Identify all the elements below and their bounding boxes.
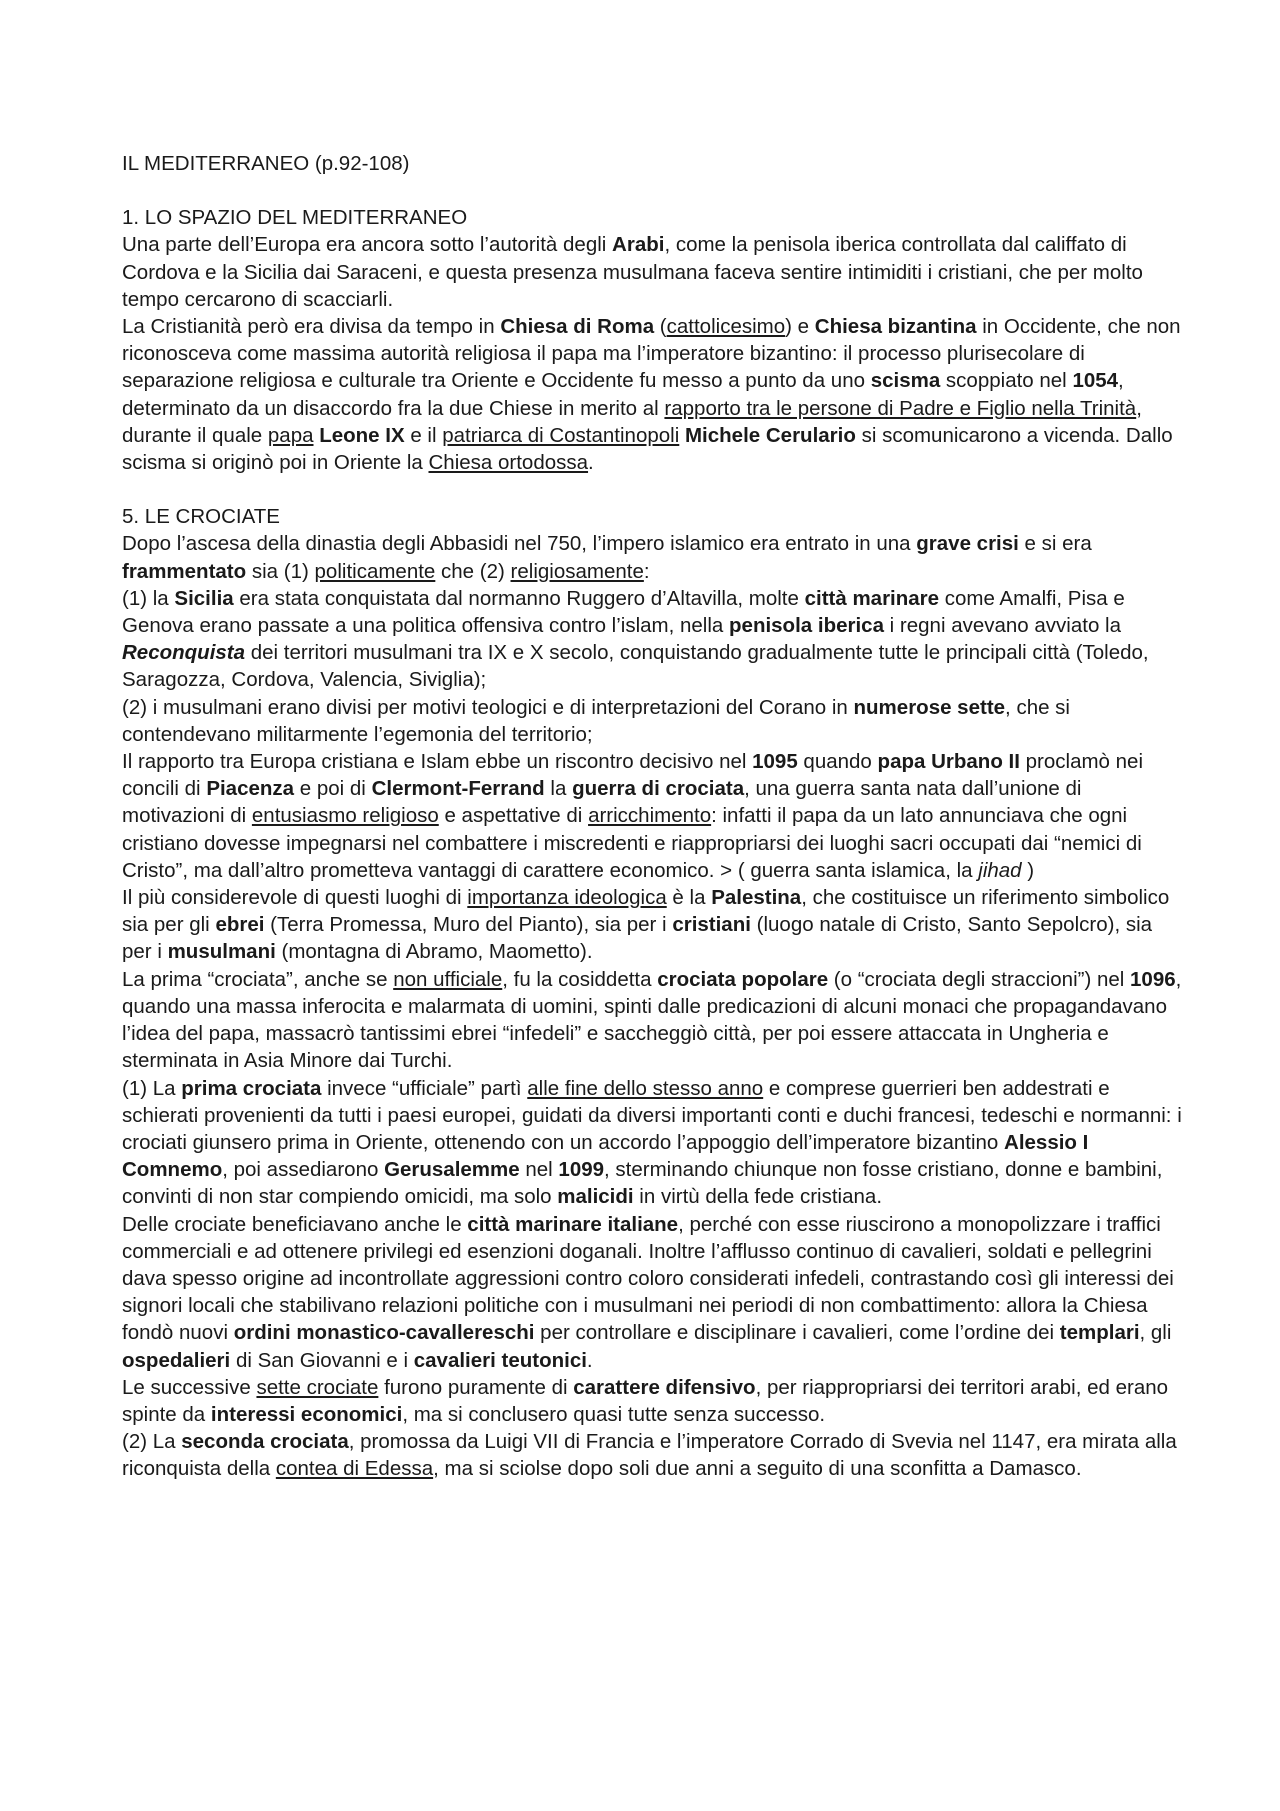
bold-term: templari — [1059, 1321, 1140, 1345]
paragraph: (1) La prima crociata invece “ufficiale” partì alle fine dello stesso anno e comprese guerrieri ben addestrati e schierati provenienti da tutti i paesi europei, guidati da diversi importanti conti e duchi francesi, tedeschi e normanni: i crociati giunsero prima in Oriente, ottenendo con un accordo l’appoggio dell’imperatore bizantino Alessio I Comnemo, poi assediarono Gerusalemme nel 1099, sterminando chiunque non fosse cristiano, donne e bambini, convinti di non star compiendo omicidi, ma solo malicidi in virtù della fede cristiana. — [122, 1076, 1182, 1209]
italic-term: jihad — [978, 858, 1022, 882]
underlined-term: importanza ideologica — [467, 886, 667, 910]
bold-term: scisma — [870, 369, 941, 393]
underlined-term: Chiesa ortodossa — [428, 451, 589, 475]
bold-term: crociata popolare — [657, 967, 829, 991]
underlined-term: cattolicesimo — [666, 315, 786, 339]
section-heading: 1. LO SPAZIO DEL MEDITERRANEO — [122, 206, 468, 230]
underlined-term: arricchimento — [588, 804, 712, 828]
bold-term: 1095 — [752, 750, 798, 774]
bold-term: ordini monastico-cavallereschi — [233, 1321, 535, 1345]
section-heading: 5. LE CROCIATE — [122, 505, 280, 529]
bold-term: città marinare — [804, 586, 940, 610]
bold-term: musulmani — [167, 940, 276, 964]
section-1 — [122, 204, 1182, 476]
bold-term: frammentato — [122, 559, 247, 583]
bold-term: Chiesa bizantina — [814, 315, 977, 339]
underlined-term: entusiasmo religioso — [251, 804, 439, 828]
bold-term: Reconquista — [122, 641, 246, 665]
bold-term: Gerusalemme — [384, 1158, 520, 1182]
bold-term: Michele Cerulario — [684, 423, 856, 447]
bold-term: città marinare italiane — [467, 1212, 679, 1236]
bold-term: Alessio I Comnemo — [122, 1130, 1089, 1182]
bold-term: ebrei — [215, 913, 265, 937]
document-title: IL MEDITERRANEO (p.92-108) — [122, 152, 410, 175]
document-page — [122, 150, 1182, 1510]
paragraph: (2) La seconda crociata, promossa da Luigi VII di Francia e l’imperatore Corrado di Svevia nel 1147, era mirata alla riconquista della contea di Edessa, ma si sciolse dopo soli due anni a seguito di una sconfitta a Damasco. — [122, 1430, 1177, 1481]
bold-term: cavalieri teutonici — [413, 1348, 587, 1372]
bold-term: prima crociata — [181, 1076, 322, 1100]
bold-term: numerose sette — [853, 695, 1006, 719]
underlined-term: contea di Edessa — [275, 1457, 434, 1481]
paragraph: Dopo l’ascesa della dinastia degli Abbasidi nel 750, l’impero islamico era entrato in una grave crisi e si era frammentato sia (1) politicamente che (2) religiosamente: — [122, 532, 1092, 583]
paragraph: (1) la Sicilia era stata conquistata dal normanno Ruggero d’Altavilla, molte città marinare come Amalfi, Pisa e Genova erano passate a una politica offensiva contro l’islam, nella penisola iberica i regni avevano avviato la Reconquista dei territori musulmani tra IX e X secolo, conquistando gradualmente tutte le principali città (Toledo, Saragozza, Cordova, Valencia, Siviglia); — [122, 586, 1149, 692]
bold-term: Clermont-Ferrand — [371, 777, 545, 801]
bold-term: cristiani — [672, 913, 751, 937]
bold-term: ospedalieri — [122, 1348, 231, 1372]
paragraph: (2) i musulmani erano divisi per motivi teologici e di interpretazioni del Corano in numerose sette, che si contendevano militarmente l’egemonia del territorio; — [122, 695, 1070, 746]
bold-term: papa Urbano II — [877, 750, 1020, 774]
bold-term: Arabi — [612, 233, 665, 257]
underlined-term: alle fine dello stesso anno — [527, 1076, 764, 1100]
underlined-term: religiosamente — [510, 559, 644, 583]
paragraph: La Cristianità però era divisa da tempo in Chiesa di Roma (cattolicesimo) e Chiesa bizantina in Occidente, che non riconosceva come massima autorità religiosa il papa ma l’imperatore bizantino: il processo plurisecolare di separazione religiosa e culturale tra Oriente e Occidente fu messo a punto da uno scisma scoppiato nel 1054, determinato da un disaccordo fra la due Chiese in merito al rapporto tra le persone di Padre e Figlio nella Trinità, durante il quale papa Leone IX e il patriarca di Costantinopoli Michele Cerulario si scomunicarono a vicenda. Dallo scisma si originò poi in Oriente la Chiesa ortodossa. — [122, 315, 1181, 475]
bold-term: 1096 — [1130, 967, 1176, 991]
bold-term: Chiesa di Roma — [500, 315, 655, 339]
bold-term: 1099 — [558, 1158, 605, 1182]
underlined-term: rapporto tra le persone di Padre e Figlio nella Trinità — [664, 396, 1137, 420]
section-2 — [122, 503, 1182, 1482]
bold-term: Leone IX — [319, 423, 405, 447]
bold-term: Palestina — [711, 886, 802, 910]
bold-term: seconda crociata — [181, 1430, 349, 1454]
bold-term: guerra di crociata — [572, 777, 745, 801]
bold-term: Piacenza — [206, 777, 295, 801]
document-body — [122, 204, 1182, 1482]
paragraph: Una parte dell’Europa era ancora sotto l’autorità degli Arabi, come la penisola iberica controllata dal califfato di Cordova e la Sicilia dai Saraceni, e questa presenza musulmana faceva sentire intimiditi i cristiani, che per molto tempo cercarono di scacciarli. — [122, 233, 1143, 311]
bold-term: 1054 — [1072, 369, 1119, 393]
bold-term: malicidi — [557, 1185, 634, 1209]
underlined-term: non ufficiale — [393, 967, 503, 991]
bold-term: Sicilia — [174, 586, 234, 610]
paragraph: Delle crociate beneficiavano anche le città marinare italiane, perché con esse riuscirono a monopolizzare i traffici commerciali e ad ottenere privilegi ed esenzioni doganali. Inoltre l’afflusso continuo di cavalieri, soldati e pellegrini dava spesso origine ad incontrollate aggressioni contro coloro considerati infedeli, contrastando così gli interessi dei signori locali che stabilivano relazioni politiche con i musulmani nei periodi di non combattimento: allora la Chiesa fondò nuovi ordini monastico-cavallereschi per controllare e disciplinare i cavalieri, come l’ordine dei templari, gli ospedalieri di San Giovanni e i cavalieri teutonici. — [122, 1212, 1174, 1372]
paragraph: Il rapporto tra Europa cristiana e Islam ebbe un riscontro decisivo nel 1095 quando papa Urbano II proclamò nei concili di Piacenza e poi di Clermont-Ferrand la guerra di crociata, una guerra santa nata dall’unione di motivazioni di entusiasmo religioso e aspettative di arricchimento: infatti il papa da un lato annunciava che ogni cristiano dovesse impegnarsi nel combattere i miscredenti e riappropriarsi dei luoghi sacri occupati dai “nemici di Cristo”, ma dall’altro prometteva vantaggi di carattere economico. > ( guerra santa islamica, la jihad ) — [122, 750, 1143, 882]
paragraph: Le successive sette crociate furono puramente di carattere difensivo, per riappropriarsi dei territori arabi, ed erano spinte da interessi economici, ma si conclusero quasi tutte senza successo. — [122, 1375, 1169, 1426]
underlined-term: papa — [267, 423, 314, 447]
underlined-term: patriarca di Costantinopoli — [442, 423, 680, 447]
underlined-term: politicamente — [314, 559, 436, 583]
underlined-term: sette crociate — [256, 1375, 379, 1399]
paragraph: La prima “crociata”, anche se non ufficiale, fu la cosiddetta crociata popolare (o “crociata degli straccioni”) nel 1096, quando una massa inferocita e malarmata di uomini, spinti dalle predicazioni di alcuni monaci che propagandavano l’idea del papa, massacrò tantissimi ebrei “infedeli” e saccheggiò città, per poi essere attaccata in Ungheria e sterminata in Asia Minore dai Turchi. — [122, 967, 1182, 1073]
bold-term: carattere difensivo — [573, 1375, 756, 1399]
bold-term: grave crisi — [916, 532, 1019, 556]
paragraph: Il più considerevole di questi luoghi di importanza ideologica è la Palestina, che costituisce un riferimento simbolico sia per gli ebrei (Terra Promessa, Muro del Pianto), sia per i cristiani (luogo natale di Cristo, Santo Sepolcro), sia per i musulmani (montagna di Abramo, Maometto). — [122, 886, 1170, 964]
bold-term: interessi economici — [210, 1402, 403, 1426]
bold-term: penisola iberica — [729, 614, 884, 638]
